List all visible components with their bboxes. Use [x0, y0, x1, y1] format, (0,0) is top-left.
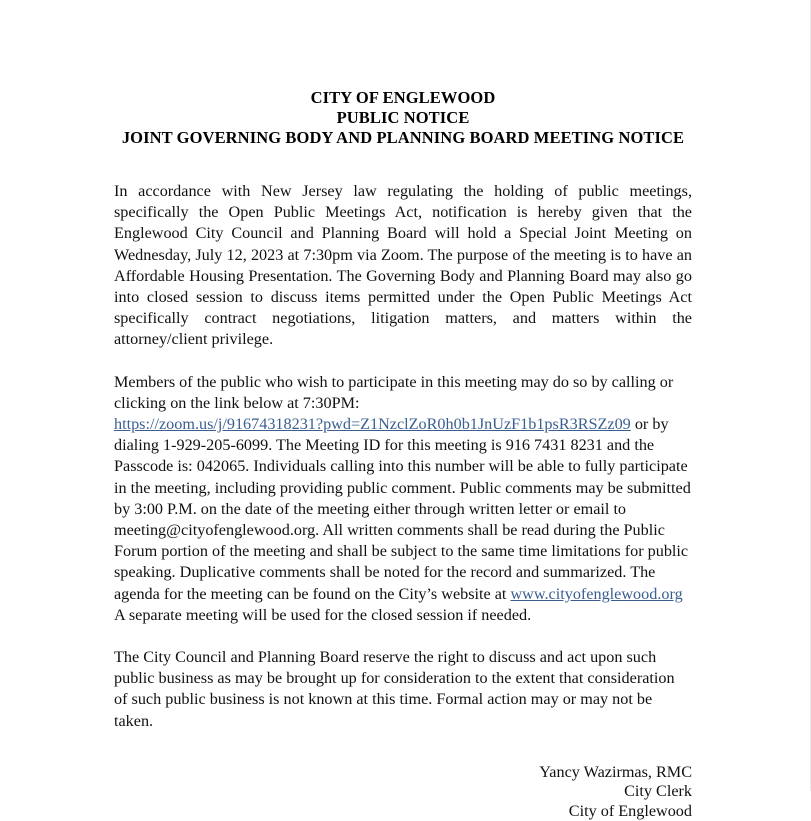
- paragraph-reservation-of-rights: The City Council and Planning Board reserve the right to discuss and act upon such public business as may be brought up for consideration to the extent that consideration of such public business is not known at this time. Formal action may or may not be taken.: [114, 648, 675, 730]
- zoom-meeting-link[interactable]: https://zoom.us/j/91674318231?pwd=Z1NzclZoR0h0b1JnUzF1b1psR3RSZz09: [114, 415, 631, 434]
- paragraph-participation-details: [114, 372, 692, 626]
- paragraph-spacer-2: [114, 626, 692, 647]
- signature-block: [114, 763, 692, 821]
- heading-line-public-notice: PUBLIC NOTICE: [336, 108, 470, 127]
- document-heading: [114, 88, 692, 148]
- signature-spacer: [114, 732, 692, 763]
- signature-title: City Clerk: [624, 782, 692, 801]
- heading-body-spacer: [114, 148, 692, 181]
- heading-line-meeting-notice: JOINT GOVERNING BODY AND PLANNING BOARD MEETING NOTICE: [121, 128, 685, 147]
- participation-intro-text: Members of the public who wish to participate in this meeting may do so by calling or clicking on the link below at 7:30PM:: [114, 372, 674, 412]
- participation-closing-text: A separate meeting will be used for the closed session if needed.: [114, 605, 532, 624]
- signature-name: Yancy Wazirmas, RMC: [539, 762, 692, 781]
- heading-line-city: CITY OF ENGLEWOOD: [310, 88, 496, 107]
- signature-organization: City of Englewood: [568, 801, 692, 820]
- paragraph-spacer-1: [114, 351, 692, 372]
- city-website-link[interactable]: www.cityofenglewood.org: [510, 584, 683, 603]
- participation-body-text: or by dialing 1-929-205-6099. The Meeting ID for this meeting is 916 7431 8231 and the Passcode is: 042065. Individuals calling into this number will be able to fully participate in the meeting, including providing public comment. Public comments may be submitted by 3:00 P.M. on the date of the meeting either through written letter or email to meeting@cityofenglewood.org. All written comments shall be read during the Public Forum portion of the meeting and shall be subject to the same time limitations for public speaking. Duplicative comments shall be noted for the record and summarized. The agenda for the meeting can be found on the City’s website at: [114, 415, 691, 603]
- document-content: [114, 88, 692, 821]
- paragraph-accordance-with-law: In accordance with New Jersey law regulating the holding of public meetings, specifically the Open Public Meetings Act, notification is hereby given that the Englewood City Council and Planning Board will hold a Special Joint Meeting on Wednesday, July 12, 2023 at 7:30pm via Zoom. The purpose of the meeting is to have an Affordable Housing Presentation. The Governing Body and Planning Board may also go into closed session to discuss items permitted under the Open Public Meetings Act specifically contract negotiations, litigation matters, and matters within the attorney/client privilege.: [114, 182, 692, 349]
